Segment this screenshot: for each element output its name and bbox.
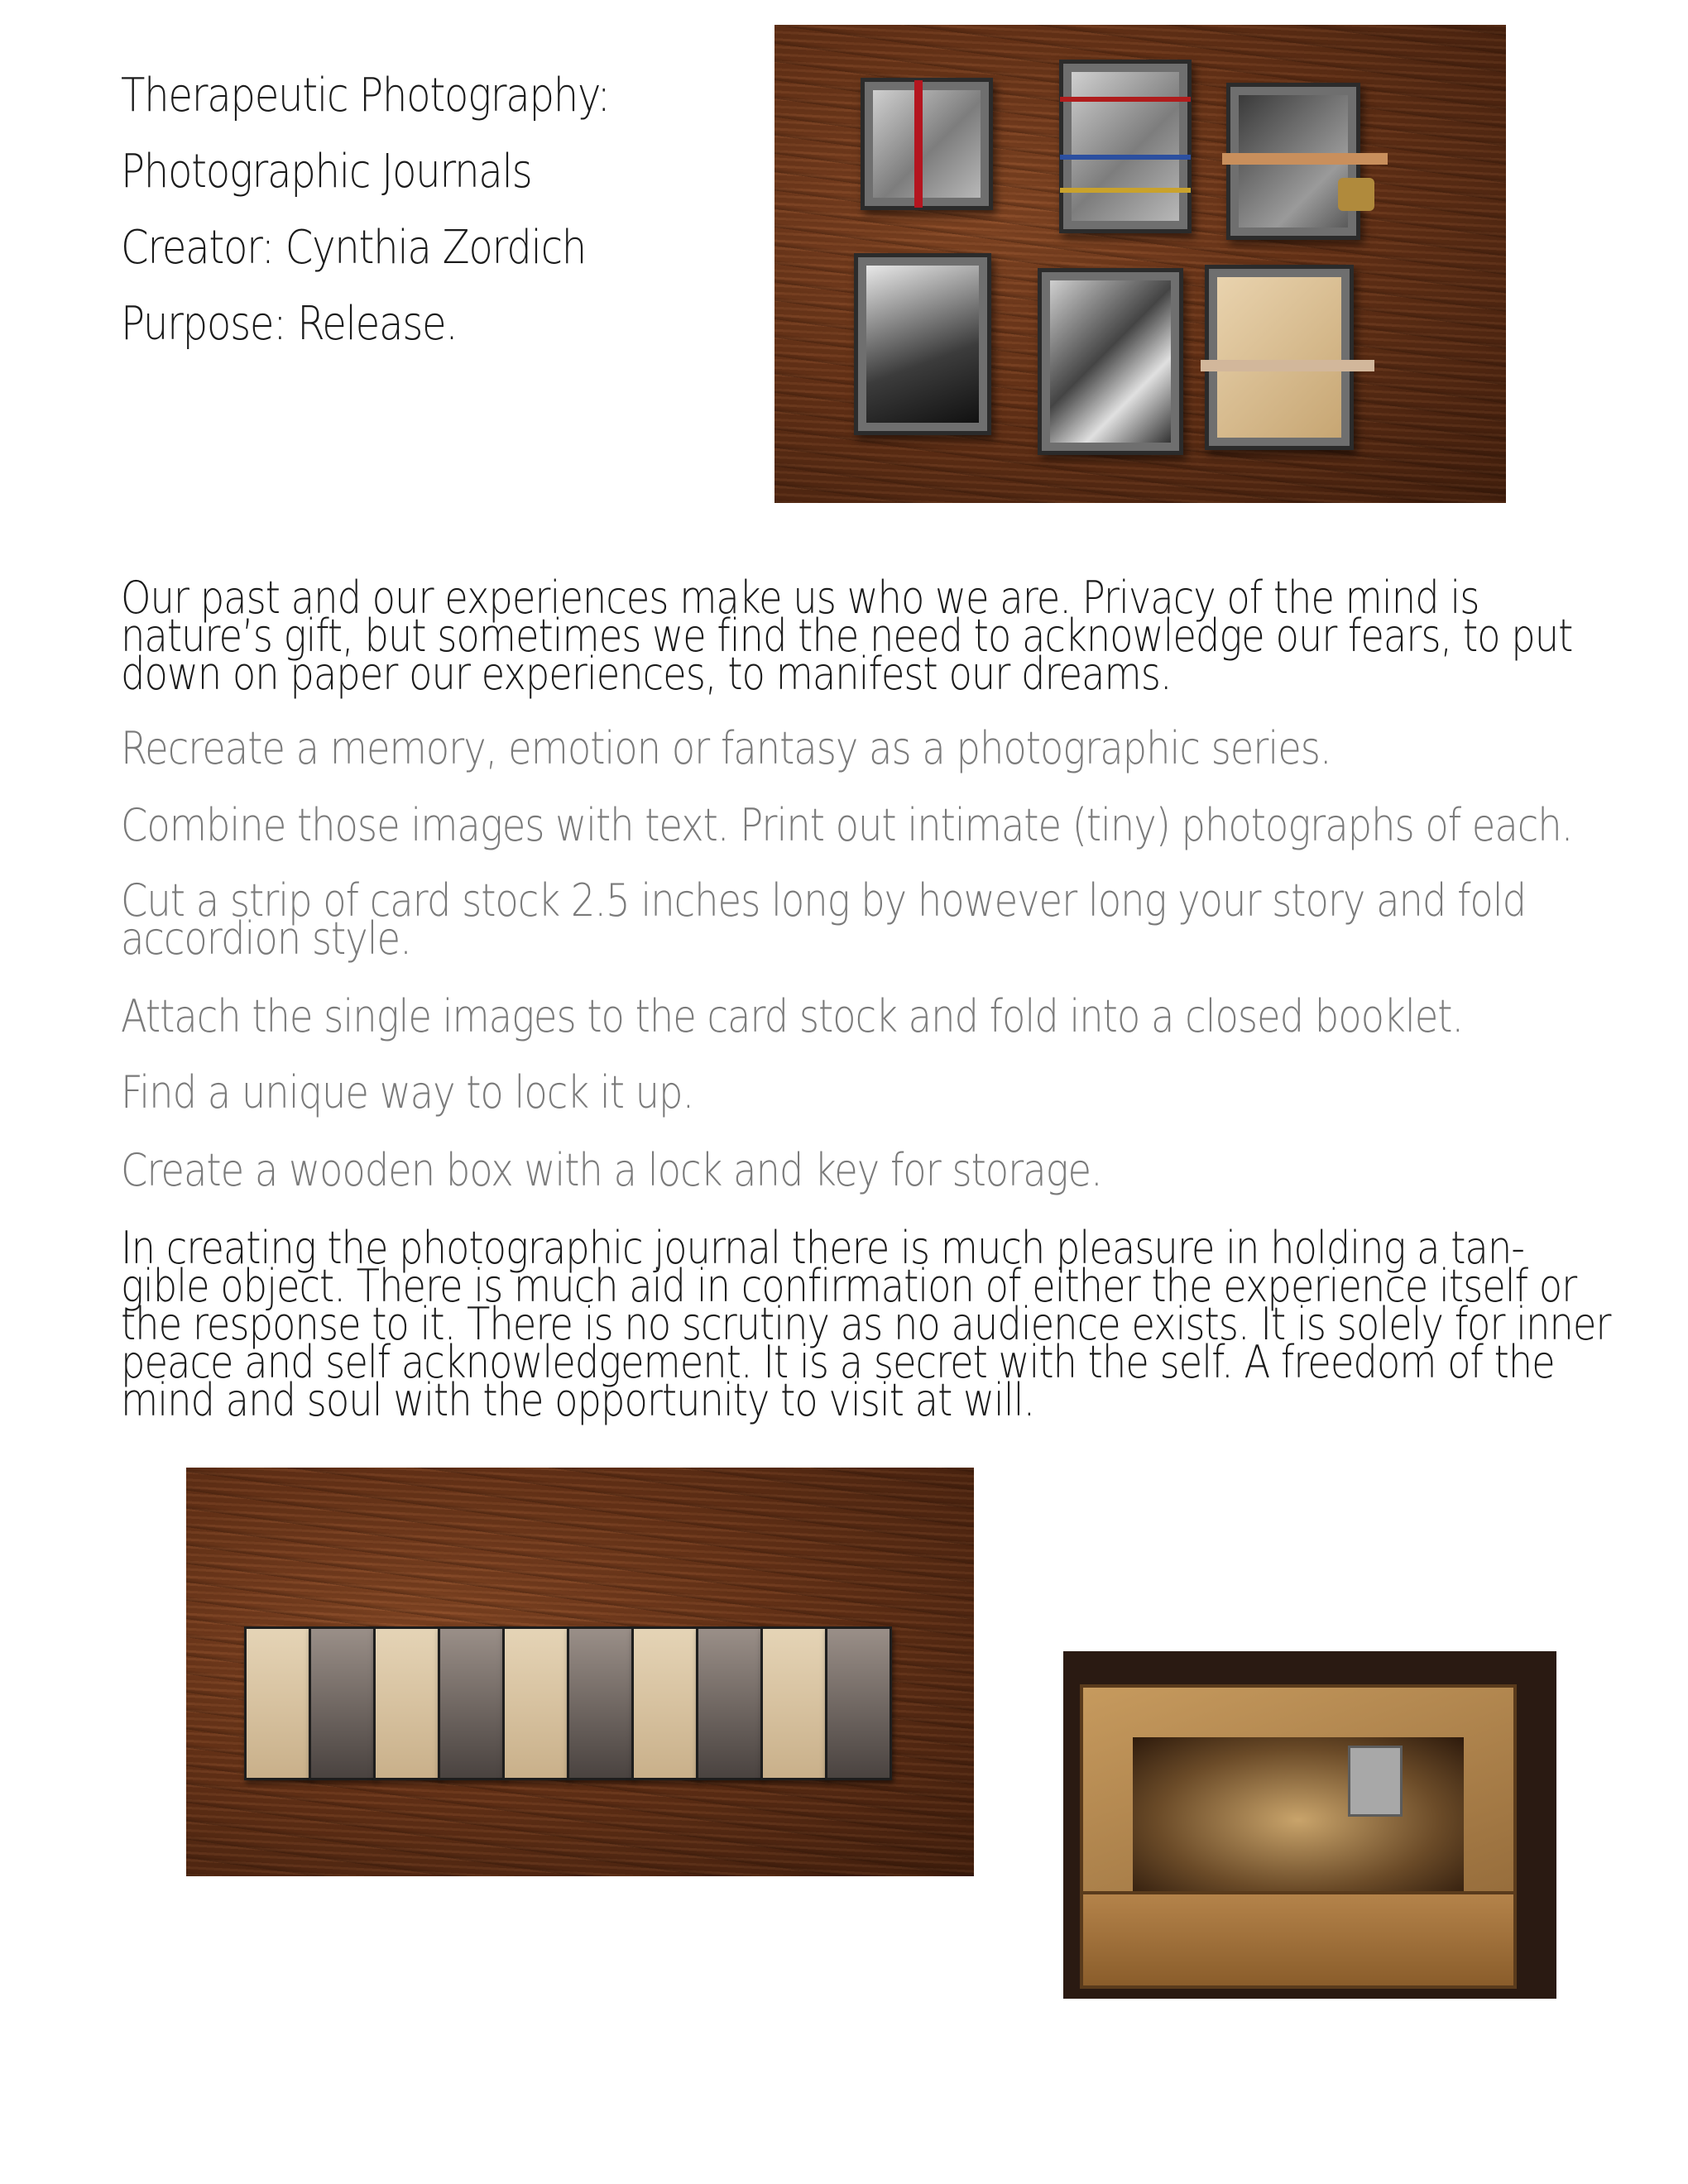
step-text: Cut a strip of card stock 2.5 inches long by however long your story and fold [121, 874, 1527, 927]
intro-line: nature’s gift, but sometimes we find the need to acknowledge our fears, to put [121, 610, 1573, 662]
journal-bands [1059, 60, 1192, 233]
step-text: Recreate a memory, emotion or fantasy as a photographic series. [121, 722, 1331, 774]
box-latch [1348, 1746, 1403, 1817]
journals-photo [774, 25, 1506, 503]
wooden-box-photo [1063, 1651, 1556, 1999]
title-line: Therapeutic Photography: [121, 69, 610, 122]
closing-line: mind and soul with the opportunity to visit at will. [121, 1374, 1035, 1426]
journal-lock [1226, 83, 1360, 240]
accordion-journal-photo [186, 1468, 974, 1876]
step-1 [121, 722, 1660, 774]
intro-line: Our past and our experiences make us who we are. Privacy of the mind is [121, 572, 1479, 624]
closing-line: the response to it. There is no scrutiny as no audience exists. It is solely for inner [121, 1298, 1611, 1350]
closing-line: peace and self acknowledgement. It is a secret with the self. A freedom of the [121, 1336, 1555, 1388]
step-6 [121, 1144, 1660, 1196]
closing-line: In creating the photographic journal there is much pleasure in holding a tan- [121, 1222, 1524, 1274]
journal-parchment [1205, 265, 1354, 450]
step-text: Attach the single images to the card stock and fold into a closed booklet. [121, 990, 1464, 1042]
wooden-box [1080, 1684, 1517, 1989]
step-5 [121, 1066, 1660, 1118]
journal-grid [1038, 268, 1183, 455]
closing-paragraph [121, 1222, 1660, 1426]
intro-paragraph [121, 572, 1660, 700]
step-3 [121, 874, 1660, 965]
journal-ribbon [861, 78, 993, 210]
step-4 [121, 990, 1660, 1042]
accordion-strip [244, 1626, 890, 1780]
step-text: Create a wooden box with a lock and key for storage. [121, 1144, 1102, 1196]
subtitle-line: Photographic Journals [121, 145, 532, 199]
journal-scroll [854, 253, 991, 435]
step-text: Find a unique way to lock it up. [121, 1066, 694, 1118]
step-text: Combine those images with text. Print out intimate (tiny) photographs of each. [121, 799, 1573, 851]
step-2 [121, 799, 1660, 851]
header-block [121, 58, 750, 362]
closing-line: gible object. There is much aid in confirmation of either the experience itself or [121, 1260, 1577, 1312]
creator-line: Creator: Cynthia Zordich [121, 221, 587, 275]
intro-line: down on paper our experiences, to manifest our dreams. [121, 648, 1172, 700]
purpose-line: Purpose: Release. [121, 297, 458, 351]
step-text: accordion style. [121, 912, 411, 965]
